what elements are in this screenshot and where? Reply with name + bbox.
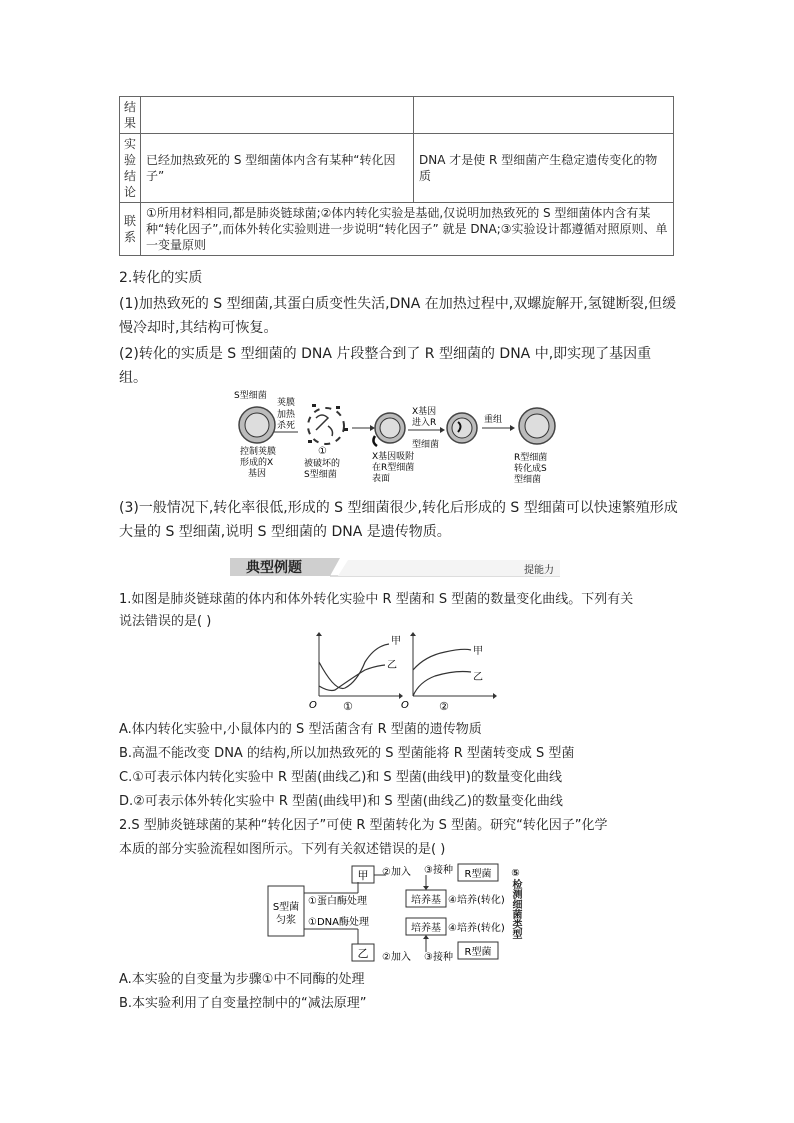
medium-label-top: 培养基 — [411, 895, 441, 906]
q1-option-c: C.①可表示体内转化实验中 R 型菌(曲线乙)和 S 型菌(曲线甲)的数量变化曲线 — [119, 770, 562, 785]
dnase-step: ①DNA酶处理 — [308, 917, 369, 928]
add-label-bottom: ②加入 — [382, 952, 411, 963]
adsorb-label-2: 在R型细菌 — [372, 463, 415, 473]
table-cell: 已经加热致死的 S 型细菌体内含有某种“转化因子” — [141, 134, 414, 203]
culture-label-bottom: ④培养(转化) — [448, 923, 505, 934]
gene-label-3: 基因 — [248, 469, 267, 479]
adsorb-label-3: 表面 — [372, 474, 391, 484]
section-title: 2.转化的实质 — [119, 270, 203, 286]
table-cell — [414, 97, 674, 134]
table-row — [120, 134, 674, 203]
curve-yi-2 — [413, 672, 471, 697]
table-cell-merged: ①所用材料相同,都是肺炎链球菌;②体内转化实验是基础,仅说明加热致死的 S 型细菌体内含有某种“转化因子”,而体外转化实验则进一步说明“转化因子” 就是 DNA;③实验设计都遵循对照原则、单一变量原则 — [141, 203, 674, 256]
heat-label: 加热 — [277, 410, 296, 420]
transformation-diagram — [232, 388, 572, 488]
curve-jia-2 — [413, 649, 471, 670]
s-bacteria-label: S型细菌 — [234, 391, 267, 401]
table-row — [120, 203, 674, 256]
q1-stem-line-1: 1.如图是肺炎链球菌的体内和体外转化实验中 R 型菌和 S 型菌的数量变化曲线。下列有关 — [119, 592, 634, 607]
enter-label-2: 进入R — [412, 418, 437, 428]
label-jia: 甲 — [357, 869, 369, 882]
kill-label: 杀死 — [277, 421, 296, 431]
banner-right-label: 提能力 — [524, 565, 554, 576]
detect-label: ⑤检测细菌类型 — [510, 868, 521, 939]
graph-label-1: ① — [343, 700, 353, 713]
circled-one: ① — [318, 446, 327, 457]
graph-label-2: ② — [439, 700, 449, 713]
broken-label-2: S型细菌 — [304, 470, 337, 480]
comparison-table — [119, 96, 674, 256]
table-cell: DNA 才是使 R 型细菌产生稳定遗传变化的物质 — [414, 134, 674, 203]
graph-2 — [401, 632, 497, 713]
inoculate-label-bottom: ③接种 — [424, 952, 453, 963]
label-yi-1: 乙 — [387, 660, 397, 671]
q1-option-a: A.体内转化实验中,小鼠体内的 S 型活菌含有 R 型菌的遗传物质 — [119, 722, 482, 737]
r-label-top: R型菌 — [464, 869, 492, 880]
label-jia-2: 甲 — [473, 646, 483, 657]
medium-label-bottom: 培养基 — [411, 923, 441, 934]
label-jia-1: 甲 — [391, 636, 401, 647]
inoculate-label-top: ③接种 — [424, 865, 453, 876]
paragraph-1: (1)加热致死的 S 型细菌,其蛋白质变性失活,DNA 在加热过程中,双螺旋解开,氢键断裂,但缓慢冷却时,其结构可恢复。 — [119, 296, 677, 336]
result-label-1: R型细菌 — [514, 453, 548, 463]
label-yi: 乙 — [357, 947, 369, 960]
q2-stem-line-2: 本质的部分实验流程如图所示。下列有关叙述错误的是( ) — [119, 842, 446, 857]
culture-label-top: ④培养(转化) — [448, 895, 505, 906]
adsorb-label-1: X基因吸附 — [372, 452, 415, 462]
label-yi-2: 乙 — [473, 672, 483, 683]
gene-label-1: 控制荚膜 — [240, 447, 277, 457]
row-header: 联系 — [120, 203, 141, 256]
origin-2: O — [401, 700, 409, 711]
slurry-label-2: 匀浆 — [276, 915, 296, 926]
broken-label-1: 被破坏的 — [304, 459, 341, 469]
broken-s-bacterium — [308, 404, 348, 444]
section-banner — [230, 556, 560, 578]
graph-1 — [309, 632, 403, 713]
q1-graphs — [305, 632, 505, 714]
origin-1: O — [309, 700, 317, 711]
capsule-label: 荚膜 — [277, 398, 296, 408]
q1-stem-line-2: 说法错误的是( ) — [119, 614, 212, 629]
dna-ring — [245, 413, 269, 437]
result-label-2: 转化成S — [514, 464, 547, 474]
add-label-top: ②加入 — [382, 867, 411, 878]
slurry-label-1: S型菌 — [272, 902, 300, 913]
recombination-label: 重组 — [484, 415, 503, 425]
paragraph-3: (3)一般情况下,转化率很低,形成的 S 型细菌很少,转化后形成的 S 型细菌可以快速繁殖形成大量的 S 型细菌,说明 S 型细菌的 DNA 是遗传物质。 — [119, 500, 678, 540]
table-cell — [141, 97, 414, 134]
enter-label-1: X基因 — [412, 407, 437, 417]
q2-stem-line-1: 2.S 型肺炎链球菌的某种“转化因子”可使 R 型菌转化为 S 型菌。研究“转化因子”化学 — [119, 818, 608, 833]
result-label-3: 型细菌 — [514, 475, 542, 485]
protease-step: ①蛋白酶处理 — [308, 896, 367, 907]
row-header: 结果 — [120, 97, 141, 134]
paragraph-2: (2)转化的实质是 S 型细菌的 DNA 片段整合到了 R 型细菌的 DNA 中,即实现了基因重组。 — [119, 346, 652, 386]
q2-option-b: B.本实验利用了自变量控制中的“减法原理” — [119, 996, 367, 1011]
gene-label-2: 形成的X — [240, 458, 274, 468]
r-label-bottom: R型菌 — [464, 947, 492, 958]
banner-title: 典型例题 — [246, 560, 302, 576]
q2-flowchart — [266, 862, 532, 964]
q2-option-a: A.本实验的自变量为步骤①中不同酶的处理 — [119, 972, 365, 987]
row-header: 实验结论 — [120, 134, 141, 203]
table-row — [120, 97, 674, 134]
q1-option-b: B.高温不能改变 DNA 的结构,所以加热致死的 S 型菌能将 R 型菌转变成 S 型菌 — [119, 746, 575, 761]
q1-option-d: D.②可表示体外转化实验中 R 型菌(曲线甲)和 S 型菌(曲线乙)的数量变化曲线 — [119, 794, 563, 809]
enter-label-3: 型细菌 — [412, 440, 440, 450]
